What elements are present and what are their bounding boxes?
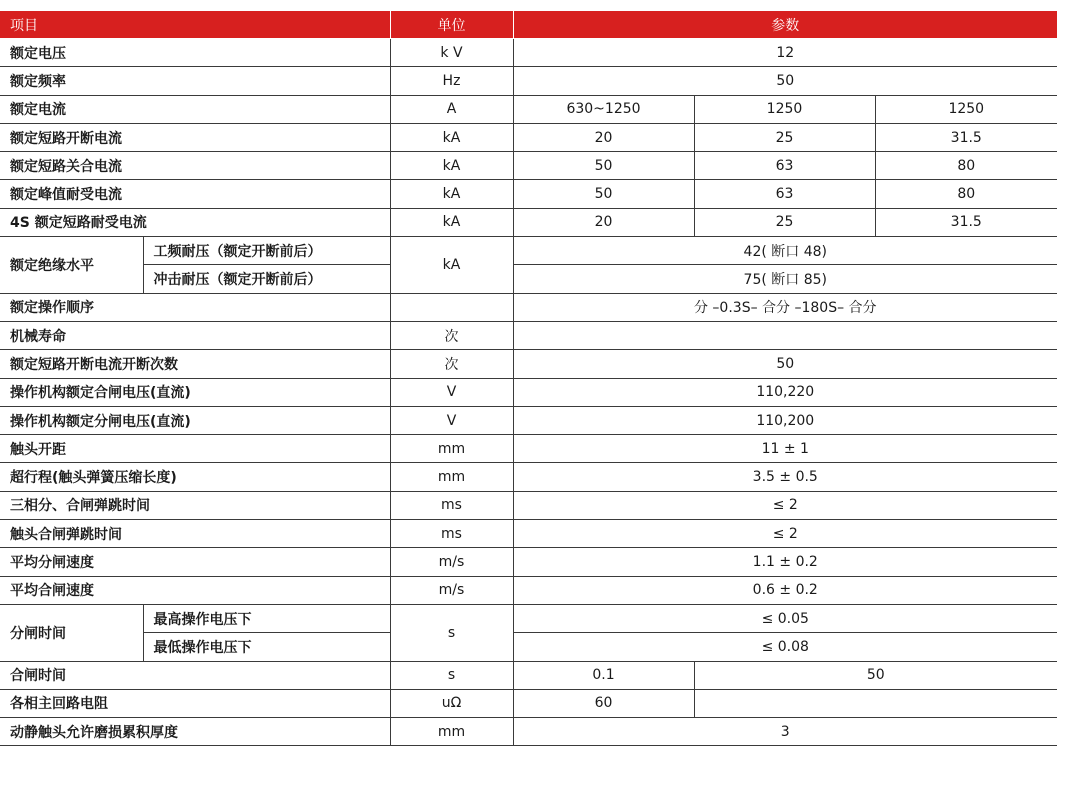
row-name: 操作机构额定分闸电压(直流)	[0, 406, 390, 434]
table-row	[0, 95, 1057, 123]
row-value: 110,220	[513, 378, 1057, 406]
row-value-3: 80	[875, 152, 1057, 180]
row-value-2	[694, 689, 1057, 717]
row-unit: V	[390, 378, 513, 406]
row-value-2: 50	[694, 661, 1057, 689]
table-row	[0, 520, 1057, 548]
row-value: ≤ 0.08	[513, 633, 1057, 661]
table-row	[0, 463, 1057, 491]
header-param: 参数	[513, 11, 1057, 39]
row-value-3: 31.5	[875, 208, 1057, 236]
row-unit: kA	[390, 123, 513, 151]
row-value-1: 20	[513, 208, 694, 236]
row-unit: kA	[390, 180, 513, 208]
table-row	[0, 265, 1057, 293]
row-value-2: 25	[694, 123, 875, 151]
row-name: 触头合闸弹跳时间	[0, 520, 390, 548]
row-name: 4S 额定短路耐受电流	[0, 208, 390, 236]
table-row	[0, 293, 1057, 321]
row-unit: uΩ	[390, 689, 513, 717]
row-name: 触头开距	[0, 435, 390, 463]
row-value-3: 31.5	[875, 123, 1057, 151]
row-unit: Hz	[390, 67, 513, 95]
row-name: 合闸时间	[0, 661, 390, 689]
row-name: 额定绝缘水平	[0, 237, 143, 294]
table-row	[0, 237, 1057, 265]
row-sub-name: 最高操作电压下	[143, 604, 390, 632]
header-unit: 单位	[390, 11, 513, 39]
row-unit: ms	[390, 520, 513, 548]
row-unit: m/s	[390, 548, 513, 576]
row-unit: mm	[390, 435, 513, 463]
table-row	[0, 661, 1057, 689]
row-name: 平均分闸速度	[0, 548, 390, 576]
row-sub-name: 冲击耐压（额定开断前后）	[143, 265, 390, 293]
row-value-1: 50	[513, 152, 694, 180]
row-value: 42( 断口 48)	[513, 237, 1057, 265]
table-row	[0, 604, 1057, 632]
table-header-row	[0, 11, 1057, 39]
row-unit: 次	[390, 350, 513, 378]
row-unit: ms	[390, 491, 513, 519]
row-name: 动静触头允许磨损累积厚度	[0, 718, 390, 746]
row-value: 50	[513, 350, 1057, 378]
row-name: 额定频率	[0, 67, 390, 95]
row-name: 操作机构额定合闸电压(直流)	[0, 378, 390, 406]
row-name: 机械寿命	[0, 321, 390, 349]
row-value: 1.1 ± 0.2	[513, 548, 1057, 576]
row-name: 额定短路开断电流开断次数	[0, 350, 390, 378]
row-unit: s	[390, 661, 513, 689]
row-value-2: 63	[694, 180, 875, 208]
row-value-1: 50	[513, 180, 694, 208]
table-row	[0, 67, 1057, 95]
row-unit: k V	[390, 39, 513, 67]
row-name: 额定短路关合电流	[0, 152, 390, 180]
table-row	[0, 208, 1057, 236]
row-value-2: 63	[694, 152, 875, 180]
row-unit: V	[390, 406, 513, 434]
row-value: 12	[513, 39, 1057, 67]
row-value-3: 80	[875, 180, 1057, 208]
table-row	[0, 378, 1057, 406]
row-name: 额定操作顺序	[0, 293, 390, 321]
row-name: 分闸时间	[0, 604, 143, 661]
row-name: 额定电压	[0, 39, 390, 67]
row-value-2: 1250	[694, 95, 875, 123]
row-sub-name: 最低操作电压下	[143, 633, 390, 661]
table-row	[0, 548, 1057, 576]
row-unit: kA	[390, 208, 513, 236]
table-row	[0, 718, 1057, 746]
header-item: 项目	[0, 11, 390, 39]
row-unit: m/s	[390, 576, 513, 604]
row-name: 三相分、合闸弹跳时间	[0, 491, 390, 519]
table-row	[0, 123, 1057, 151]
row-value: 0.6 ± 0.2	[513, 576, 1057, 604]
row-value-1: 0.1	[513, 661, 694, 689]
row-value-3: 1250	[875, 95, 1057, 123]
row-unit: kA	[390, 237, 513, 294]
table-row	[0, 321, 1057, 349]
row-name: 额定电流	[0, 95, 390, 123]
row-value: 110,200	[513, 406, 1057, 434]
table-row	[0, 39, 1057, 67]
row-value: ≤ 2	[513, 491, 1057, 519]
row-unit: A	[390, 95, 513, 123]
row-name: 额定峰值耐受电流	[0, 180, 390, 208]
row-value: ≤ 2	[513, 520, 1057, 548]
row-name: 平均合闸速度	[0, 576, 390, 604]
row-value: 75( 断口 85)	[513, 265, 1057, 293]
row-unit: s	[390, 604, 513, 661]
row-name: 额定短路开断电流	[0, 123, 390, 151]
row-value-1: 20	[513, 123, 694, 151]
row-name: 超行程(触头弹簧压缩长度)	[0, 463, 390, 491]
table-row	[0, 406, 1057, 434]
row-value: 3	[513, 718, 1057, 746]
spec-table	[0, 10, 1057, 746]
row-unit: 次	[390, 321, 513, 349]
row-value: 11 ± 1	[513, 435, 1057, 463]
table-row	[0, 633, 1057, 661]
table-row	[0, 689, 1057, 717]
table-row	[0, 576, 1057, 604]
table-row	[0, 435, 1057, 463]
row-sub-name: 工频耐压（额定开断前后）	[143, 237, 390, 265]
row-value	[513, 321, 1057, 349]
table-row	[0, 350, 1057, 378]
table-row	[0, 491, 1057, 519]
row-value: 3.5 ± 0.5	[513, 463, 1057, 491]
row-unit: kA	[390, 152, 513, 180]
row-name: 各相主回路电阻	[0, 689, 390, 717]
row-value-2: 25	[694, 208, 875, 236]
row-value: 50	[513, 67, 1057, 95]
table-row	[0, 180, 1057, 208]
row-value: 分 –0.3S– 合分 –180S– 合分	[513, 293, 1057, 321]
row-unit: mm	[390, 718, 513, 746]
table-row	[0, 152, 1057, 180]
row-unit: mm	[390, 463, 513, 491]
row-value-1: 60	[513, 689, 694, 717]
row-value-1: 630~1250	[513, 95, 694, 123]
row-unit	[390, 293, 513, 321]
row-value: ≤ 0.05	[513, 604, 1057, 632]
